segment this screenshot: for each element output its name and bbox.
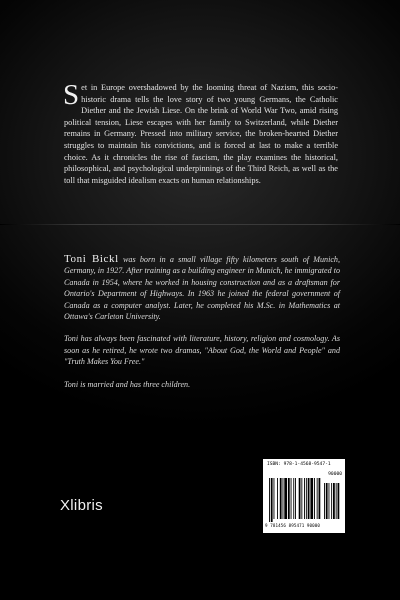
- barcode-bars-icon: [267, 478, 343, 524]
- price-code: 90000: [328, 472, 342, 477]
- bio-paragraph-1: [64, 254, 340, 322]
- publisher-logo: Xlibris: [60, 497, 103, 514]
- drop-cap: S: [63, 79, 80, 111]
- bio-paragraph-3: Toni is married and has three children.: [64, 379, 191, 389]
- barcode-digits: 9 781456 895471 90000: [265, 523, 321, 528]
- synopsis-paragraph: [63, 79, 338, 186]
- author-bio: [64, 254, 340, 401]
- author-name: Toni Bickl: [64, 253, 119, 265]
- synopsis-text: et in Europe overshadowed by the looming threat of Nazism, this socio-historic drama tells the love story of two young Germans, the Catholic Diether and the Jewish Liese. On the brink of World War Two, amid rising political tension, Liese escapes with her family to Switzerland, while Diether remains in Germany. Pressed into military service, the broken-hearted Diether struggles to maintain his convictions, and is forced at last to make a terrible choice. As it chronicles the rise of fascism, the play examines the historical, philosophical, and psychological underpinnings of the Third Reich, as well as the toll that misguided idealism exacts on human relationships.: [64, 83, 338, 185]
- isbn-label: ISBN: 978-1-4568-9547-1: [267, 462, 331, 467]
- isbn-barcode: [263, 459, 345, 533]
- bio-paragraph-2: Toni has always been fascinated with literature, history, religion and cosmology. As soon as he retired, he wrote two dramas, "About God, the World and People" and "Truth Makes You Free.": [64, 334, 340, 367]
- section-divider: [0, 224, 400, 225]
- bio-text-1: was born in a small village fifty kilometers south of Munich, Germany, in 1927. After training as a building engineer in Munich, he immigrated to Canada in 1954, where he worked in housing construction and as a draftsman for Ontario's Department of Highways. In 1963 he joined the federal government of Canada as a computer analyst. Later, he completed his M.Sc. in Mathematics at Ottawa's Carleton University.: [64, 255, 340, 322]
